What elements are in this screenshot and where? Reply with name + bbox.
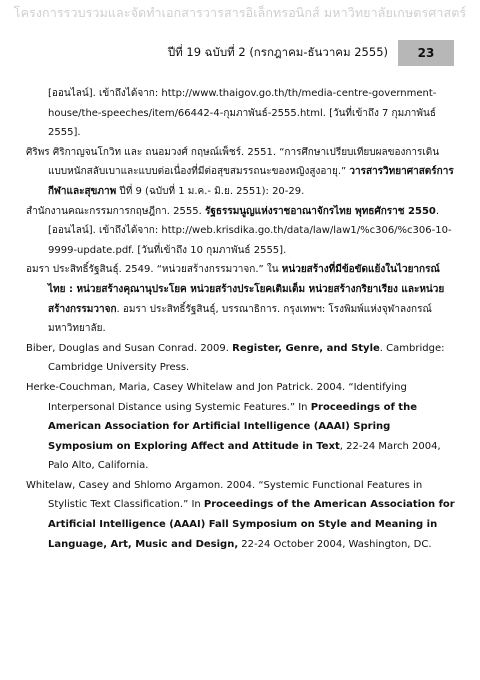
reference-segment: Herke-Couchman, Maria, Casey Whitelaw and Jon Patrick. 2004. “Identifying Interpersonal Distance using Systemic Features.” In (26, 381, 407, 413)
reference-segment: Whitelaw, Casey and Shlomo Argamon. 2004. “Systemic Functional Features in Stylistic Text Classification.” In (26, 479, 423, 511)
reference-segment: [ออนไลน์]. เข้าถึงได้จาก: http://www.thaigov.go.th/th/media-centre-government-house/the-speeches/item/66442-4-กุมภาพันธ์-2555.html. [วันที่เข้าถึง 7 กุมภาพันธ์ 2555]. (48, 88, 437, 139)
reference-segment: อมรา ประสิทธิ์รัฐสินธุ์. 2549. “หน่วยสร้างกรรมวาจก.” ใน (26, 264, 282, 276)
reference-segment: . Cambridge: Cambridge University Press. (48, 342, 445, 374)
reference-journal-title: วารสารวิทยาศาสตร์การกีฬาและสุขภาพ (48, 166, 454, 197)
reference-entry (26, 476, 456, 554)
reference-entry (26, 378, 456, 476)
issue-info: ปีที่ 19 ฉบับที่ 2 (กรกฎาคม-ธันวาคม 2555) (167, 45, 388, 59)
reference-segment: ปีที่ 9 (ฉบับที่ 1 ม.ค.- มิ.ย. 2551): 20-29. (116, 185, 305, 197)
watermark-text: โครงการรวบรวมและจัดทำเอกสารวารสารอิเล็กทรอนิกส์ มหาวิทยาลัยเกษตรศาสตร์ (13, 5, 467, 20)
reference-entry (26, 202, 456, 261)
reference-proceedings-title: Proceedings of the American Association for Artificial Intelligence (AAAI) Spring Symposium on Exploring Affect and Attitude in Text (48, 401, 417, 452)
reference-segment: . [ออนไลน์]. เข้าถึงได้จาก: http://web.krisdika.go.th/data/law/law1/%c306/%c306-10-9999-update.pdf. [วันที่เข้าถึง 10 กุมภาพันธ์ 2555]. (48, 205, 452, 256)
reference-entry (26, 339, 456, 378)
reference-segment: Biber, Douglas and Susan Conrad. 2009. (26, 342, 233, 354)
page-number: 23 (417, 46, 435, 60)
reference-proceedings-title: Proceedings of the American Association for Artificial Intelligence (AAAI) Fall Symposium on Style and Meaning in Language, Art, Music and Design, (48, 499, 455, 550)
reference-book-title: หน่วยสร้างที่มีข้อขัดแย้งในไวยากรณ์ไทย : หน่วยสร้างคุณานุประโยค หน่วยสร้างประโยคเติมเต็ม หน่วยสร้างกริยาเรียง และหน่วยสร้างกรรมวาจก (48, 264, 445, 315)
page-number-box (398, 40, 454, 66)
reference-book-title: Register, Genre, and Style (232, 342, 380, 354)
reference-segment: . อมรา ประสิทธิ์รัฐสินธุ์, บรรณาธิการ. กรุงเทพฯ: โรงพิมพ์แห่งจุฬาลงกรณ์มหาวิทยาลัย. (48, 303, 432, 335)
reference-entry (26, 143, 456, 202)
reference-list (26, 84, 456, 554)
reference-entry (26, 260, 456, 338)
reference-entry (26, 84, 456, 143)
reference-segment: สำนักงานคณะกรรมการกฤษฎีกา. 2555. (26, 205, 205, 217)
reference-segment: , 22-24 March 2004, Palo Alto, California. (48, 440, 441, 472)
reference-segment: 22-24 October 2004, Washington, DC. (238, 538, 432, 550)
page-header (168, 40, 454, 66)
reference-title: รัฐธรรมนูญแห่งราชอาณาจักรไทย พุทธศักราช 2550 (204, 205, 436, 217)
reference-segment: ศิริพร ศิริกาญจนโกวิท และ ถนอมวงศ์ กฤษณ์เพ็ชร์. 2551. “การศึกษาเปรียบเทียบผลของการเดินแบบหนักสลับเบาและแบบต่อเนื่องที่มีต่อสุขสมรรถนะของหญิงสูงอายุ.” (26, 146, 440, 178)
